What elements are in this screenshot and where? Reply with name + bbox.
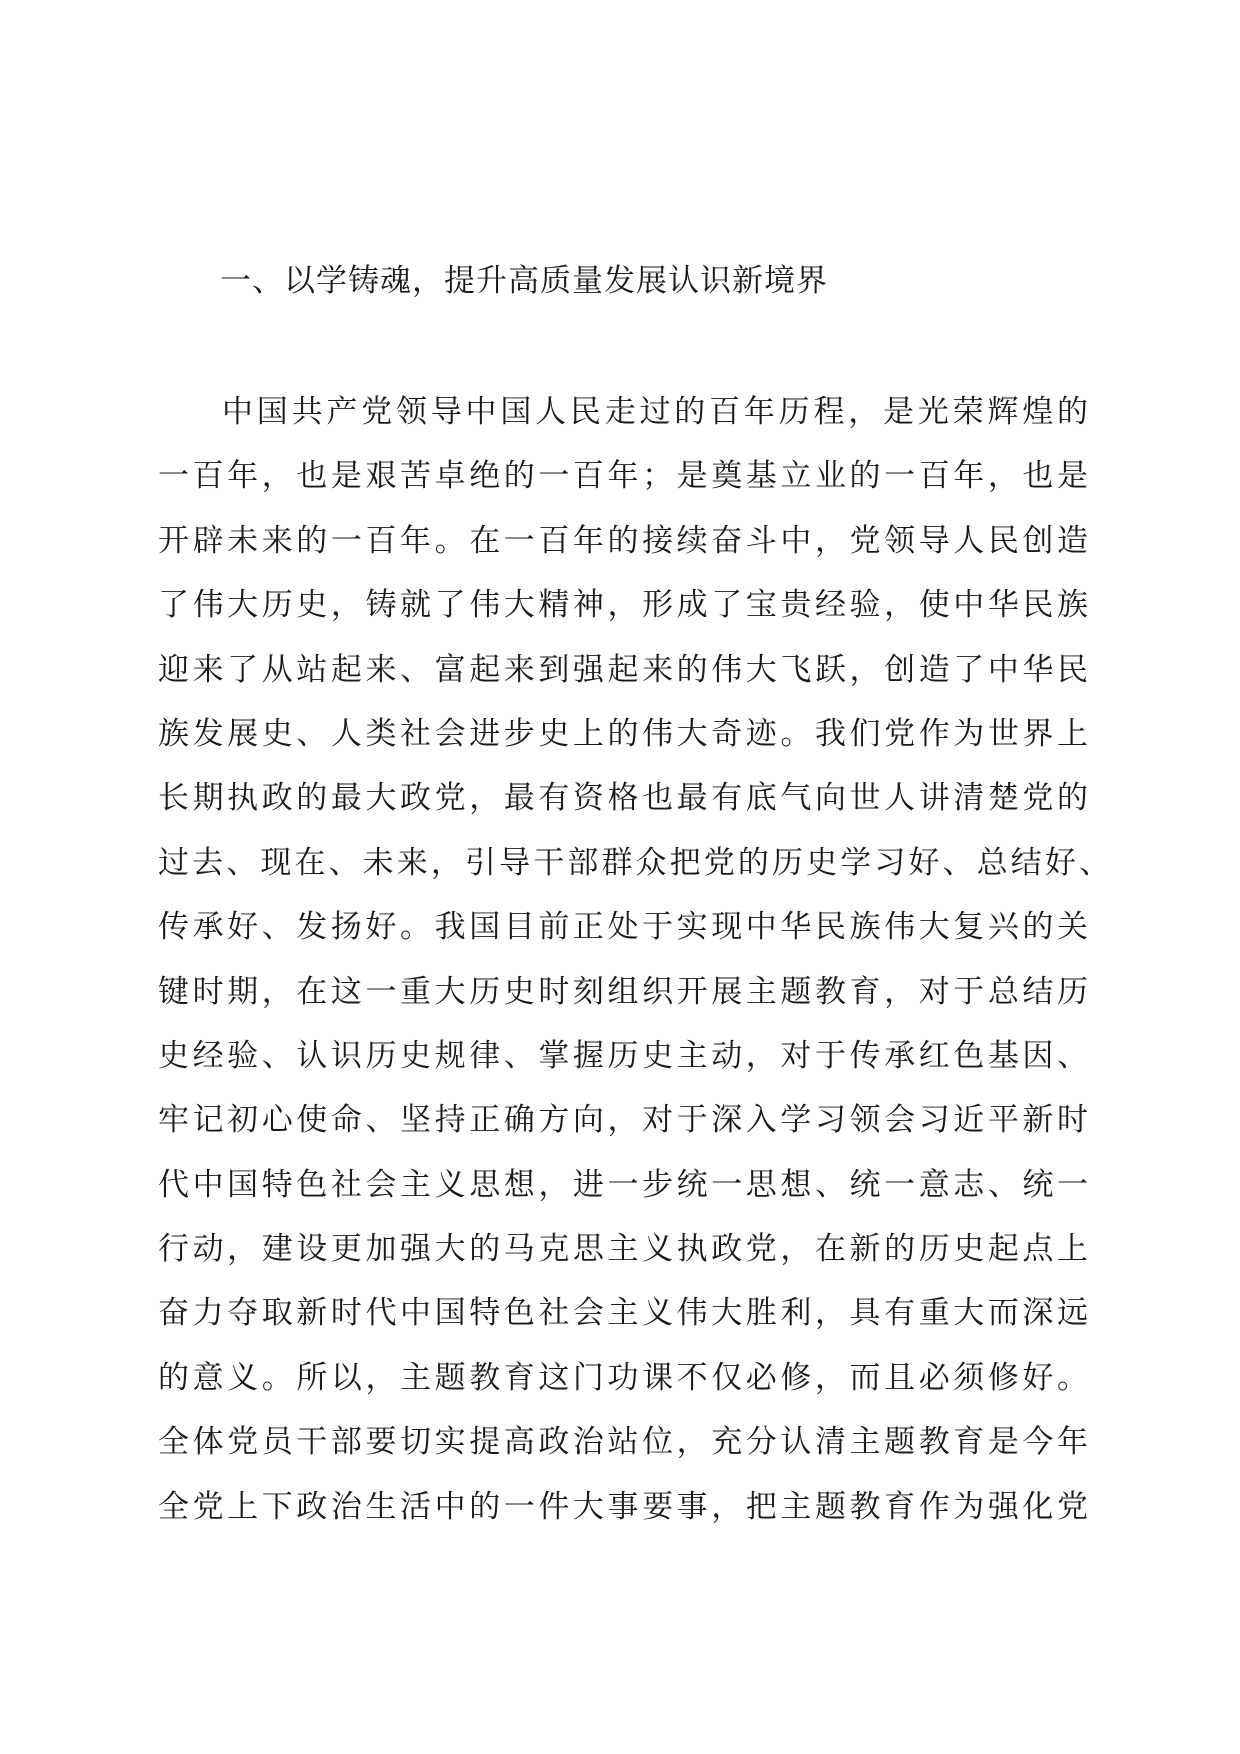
paragraph-line: 牢记初心使命、坚持正确方向，对于深入学习领会习近平新时	[158, 1102, 1088, 1139]
paragraph-line: 传承好、发扬好。我国目前正处于实现中华民族伟大复兴的关	[158, 909, 1088, 946]
paragraph-line: 奋力夺取新时代中国特色社会主义伟大胜利，具有重大而深远	[158, 1295, 1088, 1332]
paragraph-line: 全体党员干部要切实提高政治站位，充分认清主题教育是今年	[158, 1424, 1088, 1461]
paragraph-line: 史经验、认识历史规律、掌握历史主动，对于传承红色基因、	[158, 1037, 1088, 1074]
paragraph-line: 迎来了从站起来、富起来到强起来的伟大飞跃，创造了中华民	[158, 651, 1088, 688]
paragraph-line: 中国共产党领导中国人民走过的百年历程，是光荣辉煌的	[222, 394, 1088, 430]
paragraph-line: 一百年，也是艰苦卓绝的一百年；是奠基立业的一百年，也是	[158, 458, 1088, 495]
paragraph-line: 了伟大历史，铸就了伟大精神，形成了宝贵经验，使中华民族	[158, 587, 1088, 624]
paragraph-line: 全党上下政治生活中的一件大事要事，把主题教育作为强化党	[158, 1488, 1088, 1525]
paragraph-line: 族发展史、人类社会进步史上的伟大奇迹。我们党作为世界上	[158, 715, 1088, 752]
paragraph-line: 行动，建设更加强大的马克思主义执政党，在新的历史起点上	[158, 1231, 1088, 1268]
paragraph-line: 开辟未来的一百年。在一百年的接续奋斗中，党领导人民创造	[158, 522, 1088, 559]
paragraph-line: 键时期，在这一重大历史时刻组织开展主题教育，对于总结历	[158, 973, 1088, 1010]
section-heading: 一、以学铸魂，提升高质量发展认识新境界	[220, 263, 828, 299]
body-paragraph	[158, 380, 1110, 1539]
paragraph-line: 过去、现在、未来，引导干部群众把党的历史学习好、总结好、	[158, 844, 1110, 881]
paragraph-line: 的意义。所以，主题教育这门功课不仅必修，而且必须修好。	[158, 1359, 1088, 1396]
paragraph-line: 长期执政的最大政党，最有资格也最有底气向世人讲清楚党的	[158, 780, 1088, 817]
paragraph-line: 代中国特色社会主义思想，进一步统一思想、统一意志、统一	[158, 1166, 1088, 1203]
